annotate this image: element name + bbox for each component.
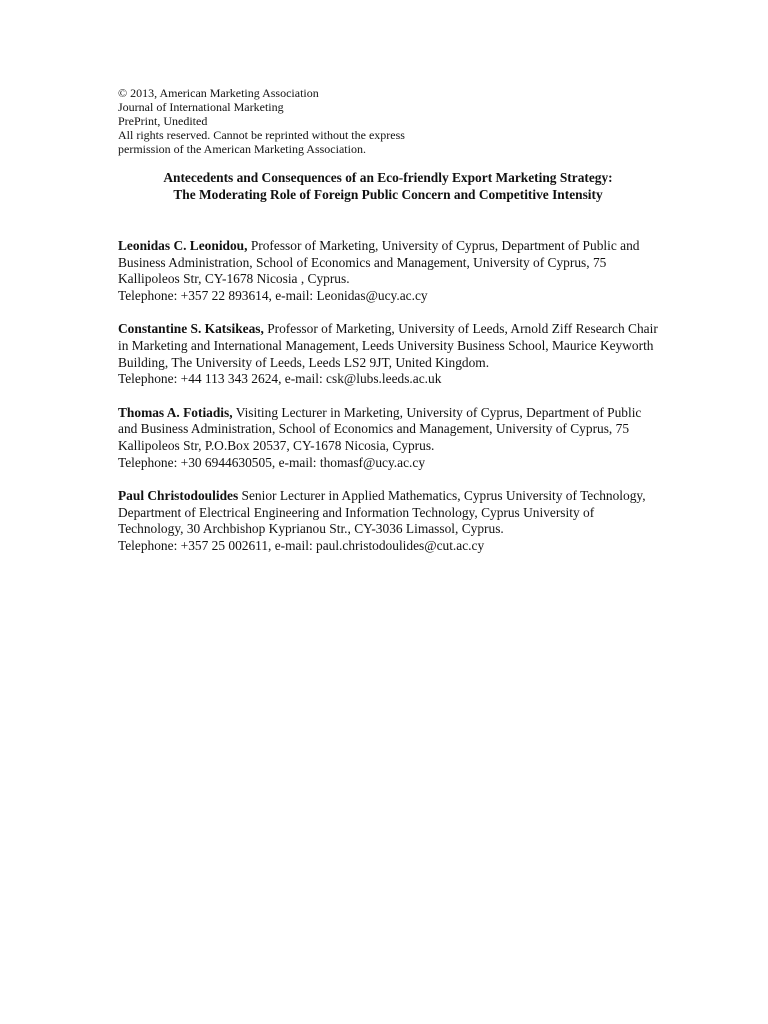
- paper-title: [118, 169, 658, 203]
- author-entry: [118, 488, 658, 555]
- notice-line: PrePrint, Unedited: [118, 114, 208, 128]
- title-line-2: The Moderating Role of Foreign Public Concern and Competitive Intensity: [173, 187, 603, 202]
- author-name: Leonidas C. Leonidou,: [118, 238, 248, 253]
- author-contact: Telephone: +357 22 893614, e-mail: Leonidas@ucy.ac.cy: [118, 288, 428, 304]
- author-name: Thomas A. Fotiadis,: [118, 404, 233, 420]
- author-contact: Telephone: +44 113 343 2624, e-mail: csk@lubs.leeds.ac.uk: [118, 371, 442, 387]
- author-affiliation: Visiting Lecturer in Marketing, University of Cyprus, Department of Public and Business Administration, School of Economics and Management, University of Cyprus, 75 Kallipoleos Str, P.O.Box 20537, CY-1678 Nicosia, Cyprus.: [118, 404, 642, 454]
- author-name: Paul Christodoulides: [118, 487, 239, 503]
- author-affiliation: Senior Lecturer in Applied Mathematics, Cyprus University of Technology, Department of Electrical Engineering and Information Technology, Cyprus University of Technology, 30 Archbishop Kyprianou Str., CY-3036 Limassol, Cyprus.: [118, 487, 646, 537]
- author-entry: [118, 405, 658, 472]
- notice-line: © 2013, American Marketing Association: [118, 86, 319, 100]
- author-contact: Telephone: +357 25 002611, e-mail: paul.christodoulides@cut.ac.cy: [118, 538, 485, 554]
- author-affiliation: Professor of Marketing, University of Cyprus, Department of Public and Business Administration, School of Economics and Management, University of Cyprus, 75 Kallipoleos Str, CY-1678 Nicosia , Cyprus.: [118, 238, 640, 287]
- copyright-notice: [118, 86, 658, 156]
- author-name: Constantine S. Katsikeas,: [118, 321, 264, 337]
- notice-line: All rights reserved. Cannot be reprinted without the express: [118, 128, 405, 142]
- notice-line: permission of the American Marketing Association.: [118, 142, 366, 156]
- author-list: [118, 238, 658, 555]
- title-line-1: Antecedents and Consequences of an Eco-friendly Export Marketing Strategy:: [163, 170, 613, 185]
- author-entry: [118, 321, 658, 388]
- document-page: [118, 86, 658, 571]
- author-affiliation: Professor of Marketing, University of Leeds, Arnold Ziff Research Chair in Marketing and International Management, Leeds University Business School, Maurice Keyworth Building, The University of Leeds, Leeds LS2 9JT, United Kingdom.: [118, 321, 658, 370]
- author-entry: [118, 238, 658, 305]
- author-contact: Telephone: +30 6944630505, e-mail: thomasf@ucy.ac.cy: [118, 454, 426, 470]
- notice-line: Journal of International Marketing: [118, 100, 284, 114]
